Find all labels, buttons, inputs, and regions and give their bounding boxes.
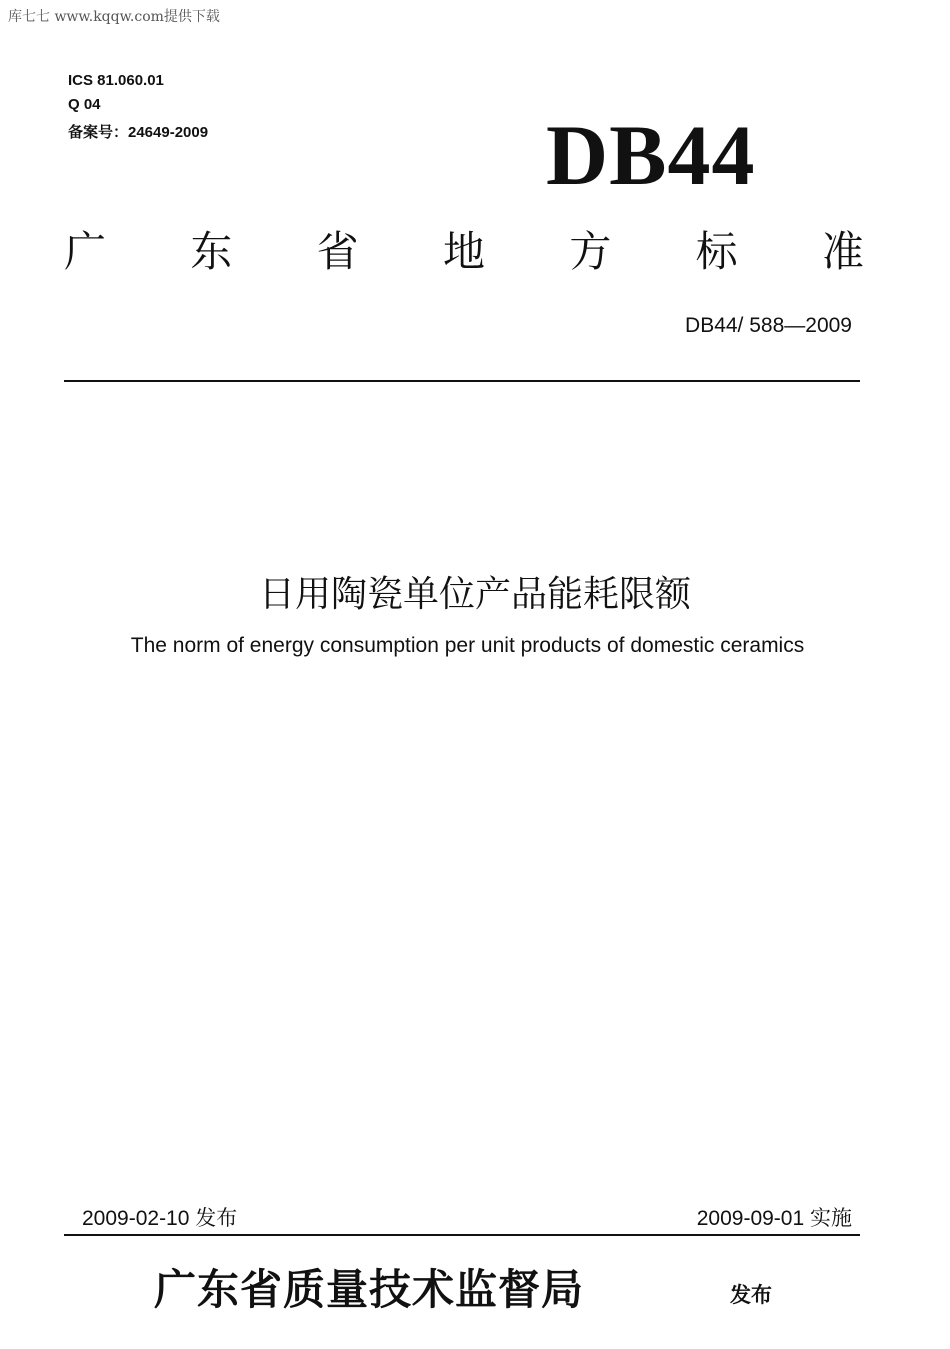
watermark-text: 库七七 www.kqqw.com提供下载 (8, 9, 220, 25)
filing-number: 备案号：24649-2009 (68, 124, 209, 141)
standard-type-char: 地 (442, 227, 485, 276)
ics-code: ICS 81.060.01 (68, 72, 164, 89)
publisher-name: 广东省质量技术监督局 (154, 1265, 585, 1314)
publisher-suffix: 发布 (730, 1283, 772, 1307)
standard-type-char: 准 (821, 227, 864, 276)
db44-logo: DB44 (546, 107, 756, 203)
document-title-english: The norm of energy consumption per unit products of domestic ceramics (130, 634, 805, 657)
classification-code: Q 04 (68, 96, 101, 113)
standard-type-char: 标 (695, 227, 738, 276)
standard-type-title (64, 222, 864, 282)
standard-type-char: 广 (64, 227, 107, 276)
document-title-chinese: 日用陶瓷单位产品能耗限额 (258, 574, 691, 615)
issue-date: 2009-02-10 发布 (82, 1207, 238, 1230)
standard-type-char: 省 (316, 227, 359, 276)
top-divider (64, 380, 860, 382)
effective-date: 2009-09-01 实施 (696, 1207, 852, 1230)
standard-number: DB44/ 588—2009 (685, 314, 852, 337)
standard-type-char: 方 (569, 227, 612, 276)
bottom-divider (64, 1234, 860, 1236)
standard-type-char: 东 (190, 227, 233, 276)
